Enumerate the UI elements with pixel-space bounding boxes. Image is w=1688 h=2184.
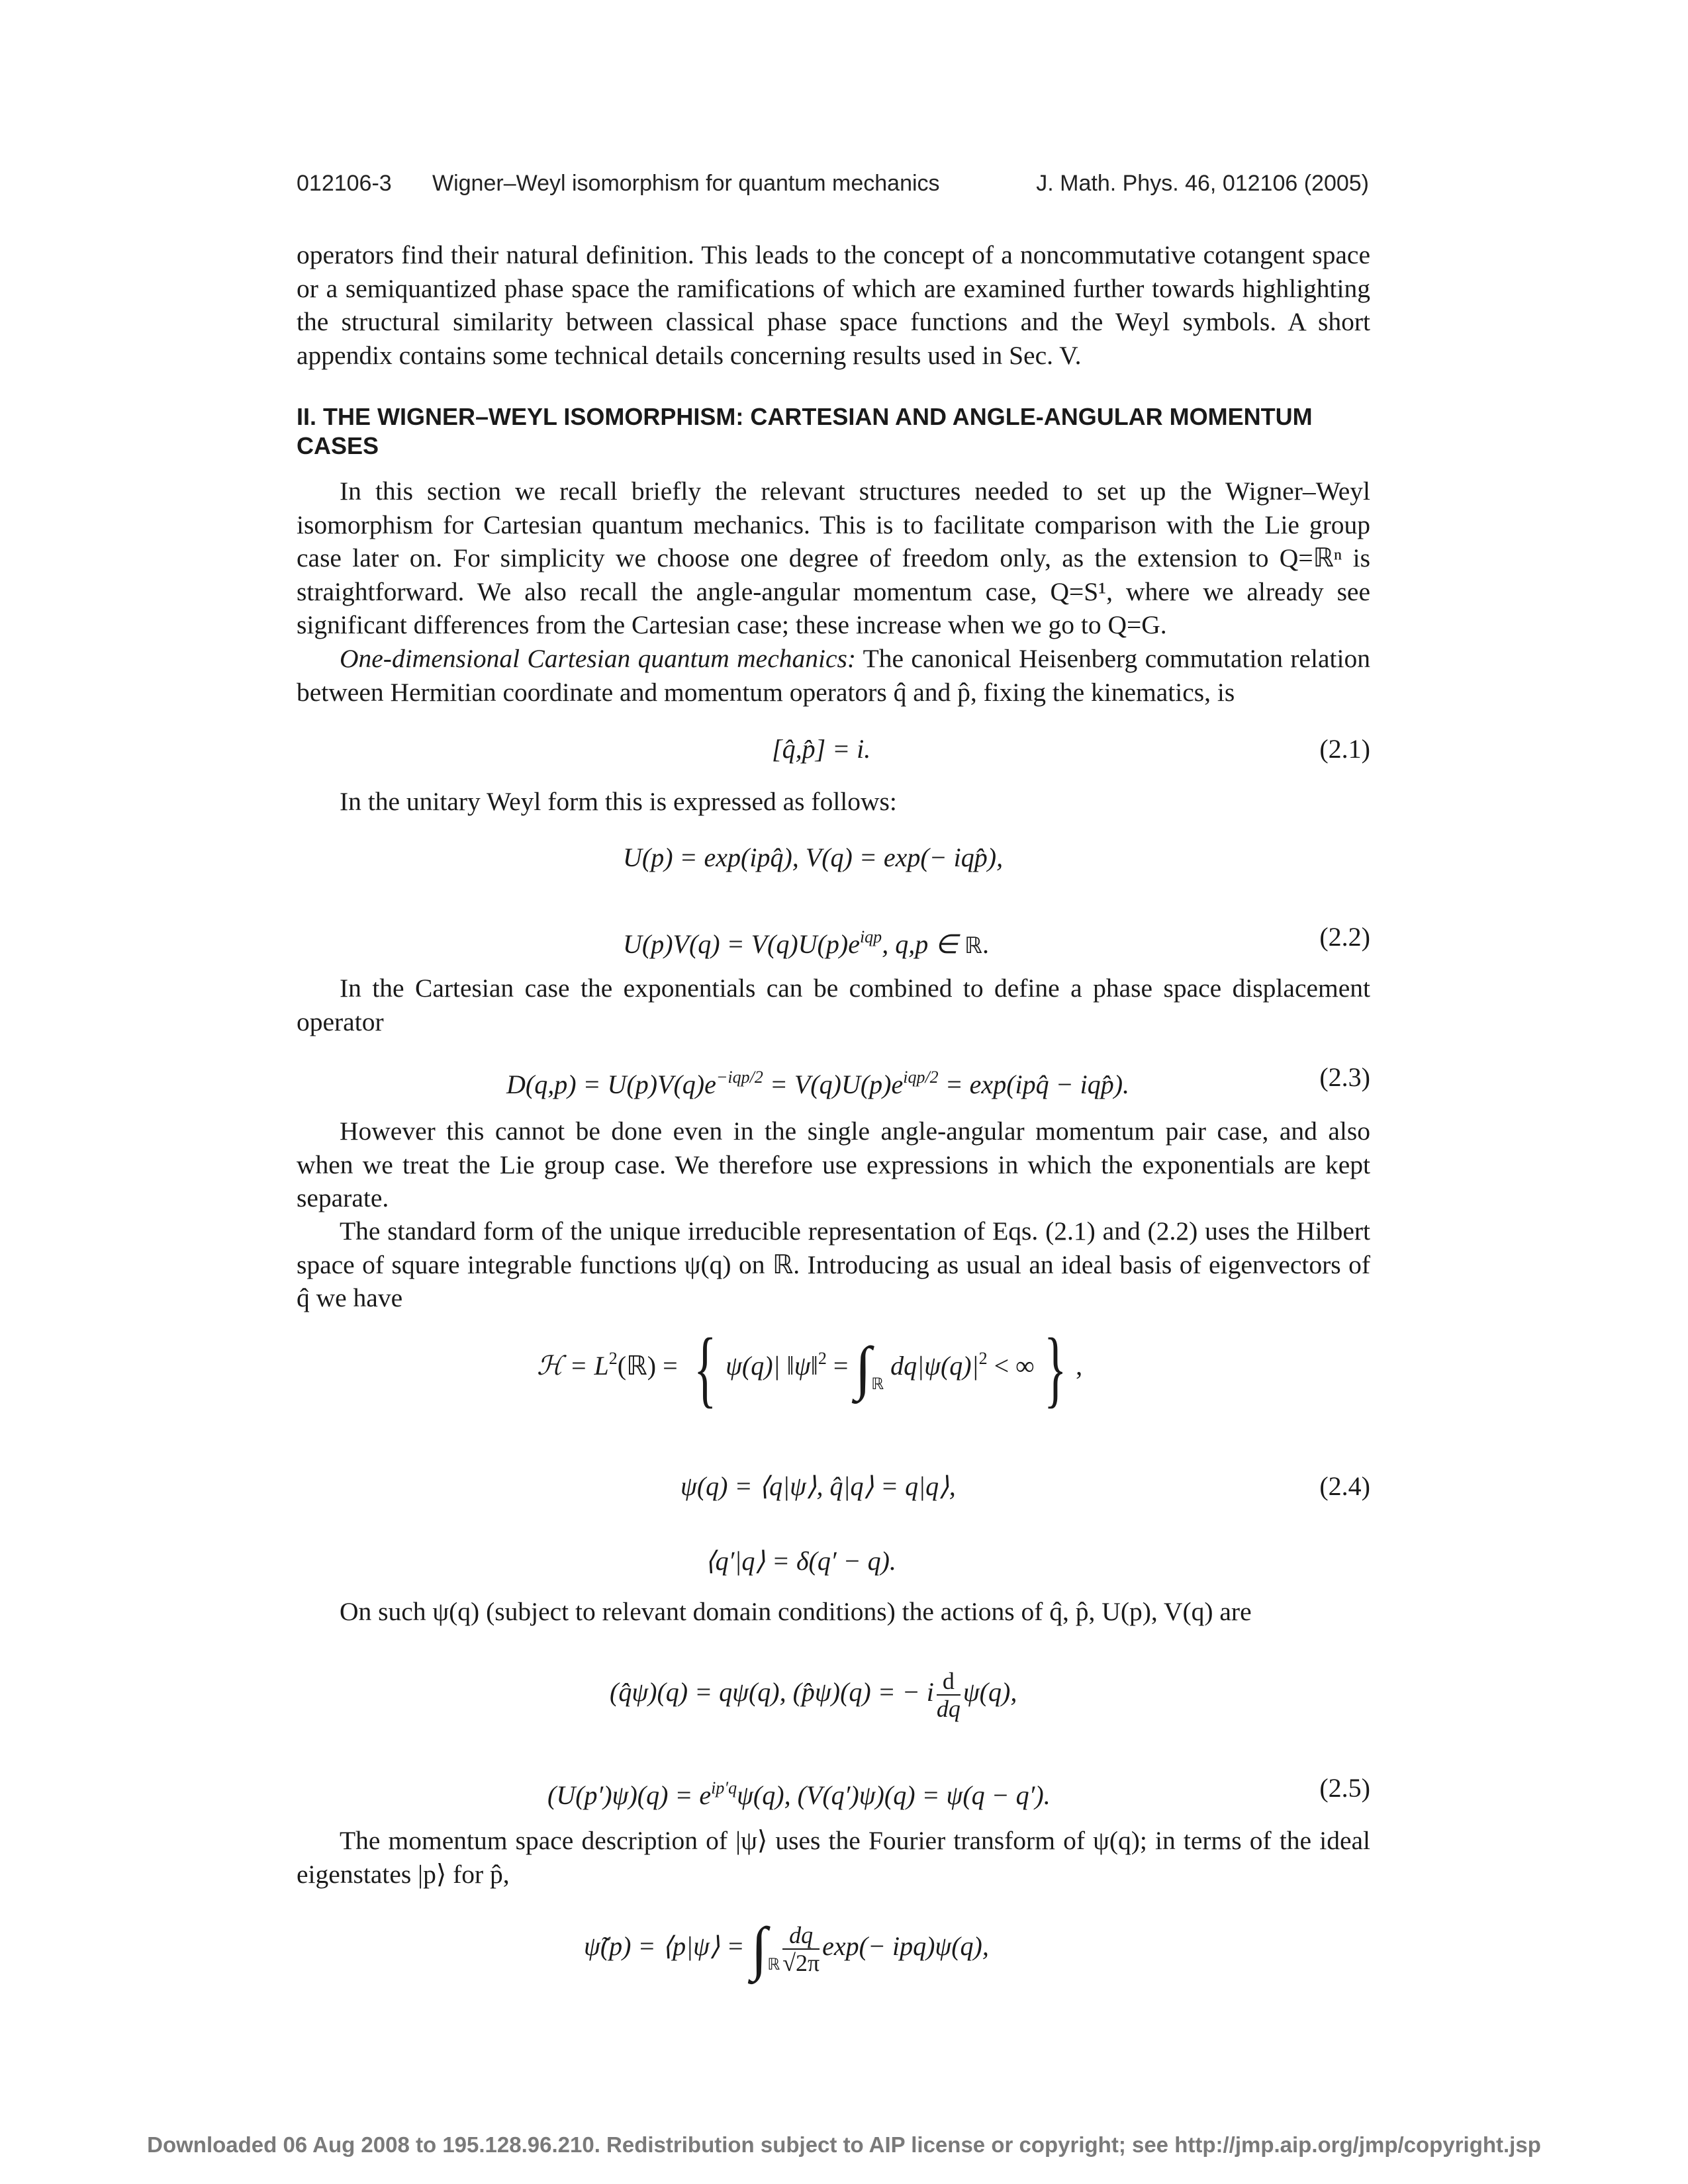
- equation-2-2b-body: [623, 920, 989, 963]
- frac-denominator: dq: [936, 1696, 961, 1722]
- equation-number: (2.4): [1319, 1471, 1370, 1501]
- equation-2-6: [297, 1906, 1370, 1985]
- equation-2-1-body: [q̂,p̂] = i.: [772, 734, 871, 764]
- eq-sup: iqp/2: [903, 1068, 939, 1087]
- equation-number: (2.5): [1319, 1773, 1370, 1803]
- equation-2-3: [297, 1060, 1370, 1100]
- eq-sup: −iqp/2: [716, 1068, 763, 1087]
- running-title: Wigner–Weyl isomorphism for quantum mechanics: [432, 171, 940, 196]
- eq-text: ψ̃(p) = ⟨p|ψ⟩ =: [584, 1931, 751, 1962]
- left-brace: {: [693, 1321, 717, 1416]
- equation-2-4b-body: ψ(q) = ⟨q|ψ⟩, q̂|q⟩ = q|q⟩,: [680, 1471, 956, 1501]
- integral-domain: ℝ: [767, 1955, 780, 1974]
- paragraph-weyl-form: In the unitary Weyl form this is expressed as follows:: [340, 787, 897, 816]
- equation-2-1: [297, 732, 1370, 772]
- equation-2-4a: [297, 1307, 1370, 1433]
- paragraph-cartesian-text: The canonical Heisenberg commutation relation between Hermitian coordinate and momentum operators q̂ and p̂, fixing the kinematics, is: [297, 644, 1370, 707]
- equation-2-5a: [297, 1655, 1370, 1727]
- fourier-fraction: [782, 1922, 820, 1976]
- eq-text: .: [982, 929, 989, 959]
- eq-text: ,: [1076, 1351, 1083, 1381]
- download-footer: Downloaded 06 Aug 2008 to 195.128.96.210. Redistribution subject to AIP license or copyright; see http://jmp.aip.org/jmp/copyright.jsp: [147, 2132, 1541, 2157]
- eq-text: dq|ψ(q)|: [890, 1351, 979, 1381]
- eq-text: (q̂ψ)(q) = qψ(q), (p̂ψ)(q) = − i: [610, 1677, 934, 1707]
- eq-text: ℋ = L: [537, 1351, 609, 1381]
- equation-2-6-body: [584, 1916, 989, 1981]
- equation-2-5a-body: [610, 1668, 1017, 1722]
- eq-text: exp(− ipq)ψ(q),: [822, 1931, 989, 1962]
- equation-2-2a: [297, 841, 1370, 880]
- eq-sup: iqp: [859, 927, 882, 946]
- frac-numerator: d: [937, 1668, 961, 1696]
- equation-2-4b: [297, 1469, 1370, 1509]
- eq-text: = exp(ipq̂ − iqp̂).: [938, 1069, 1130, 1099]
- eq-sup: 2: [818, 1349, 827, 1369]
- equation-number: (2.1): [1319, 734, 1370, 764]
- paragraph-cartesian-case: In the Cartesian case the exponentials can be combined to define a phase space displacement operator: [297, 974, 1370, 1036]
- right-brace: }: [1043, 1321, 1067, 1416]
- equation-2-2b: [297, 920, 1370, 960]
- equation-2-4c: [297, 1544, 1370, 1584]
- paragraph-lead-italic: One-dimensional Cartesian quantum mechanics:: [340, 644, 857, 673]
- equation-2-5b-body: [547, 1771, 1051, 1813]
- equation-2-5b: [297, 1771, 1370, 1811]
- frac-denominator: √2π: [782, 1950, 820, 1976]
- eq-text: < ∞: [987, 1351, 1035, 1381]
- derivative-fraction: [937, 1668, 961, 1722]
- equation-2-2a-body: U(p) = exp(ipq̂), V(q) = exp(− iqp̂),: [623, 842, 1004, 872]
- integral-sign: ∫: [855, 1336, 872, 1401]
- eq-text: ψ(q)| ‖ψ‖: [726, 1351, 818, 1381]
- paragraph-section-intro: In this section we recall briefly the relevant structures needed to set up the Wigner–Weyl isomorphism for Cartesian quantum mechanics. This is to facilitate comparison with the Lie group case later on. For simplicity we choose one degree of freedom only, as the extension to Q=ℝⁿ is straightforward. We also recall the angle-angular momentum case, Q=S¹, where we already see significant differences from the Cartesian case; these increase when we go to Q=G.: [297, 477, 1370, 639]
- paragraph-standard-form: The standard form of the unique irreducible representation of Eqs. (2.1) and (2.2) uses the Hilbert space of square integrable functions ψ(q) on ℝ. Introducing as usual an ideal basis of eigenvectors of q̂ we have: [297, 1216, 1370, 1312]
- eq-sup: 2: [978, 1349, 988, 1369]
- eq-text: (U(p′)ψ)(q) = e: [547, 1780, 712, 1810]
- equation-number: (2.2): [1319, 922, 1370, 952]
- eq-text: D(q,p) = U(p)V(q)e: [506, 1069, 716, 1099]
- running-header: [297, 171, 1369, 204]
- eq-text: U(p)V(q) = V(q)U(p)e: [623, 929, 860, 959]
- equation-2-4a-body: [537, 1321, 1083, 1416]
- eq-text: = V(q)U(p)e: [763, 1069, 904, 1099]
- eq-sup: 2: [608, 1349, 618, 1369]
- journal-reference: J. Math. Phys. 46, 012106 (2005): [1036, 171, 1369, 196]
- eq-text: , q,p ∈: [882, 929, 965, 959]
- equation-number: (2.3): [1319, 1062, 1370, 1092]
- eq-text: (ℝ) =: [617, 1351, 684, 1381]
- section-heading: II. THE WIGNER–WEYL ISOMORPHISM: CARTESIAN AND ANGLE-ANGULAR MOMENTUM CASES: [297, 403, 1313, 459]
- paragraph-actions: On such ψ(q) (subject to relevant domain conditions) the actions of q̂, p̂, U(p), V(q) are: [340, 1597, 1252, 1626]
- integral-sign: ∫: [751, 1916, 768, 1981]
- paragraph-momentum-space: The momentum space description of |ψ⟩ uses the Fourier transform of ψ(q); in terms of the ideal eigenstates |p⟩ for p̂,: [297, 1826, 1370, 1889]
- eq-text: ψ(q),: [962, 1677, 1017, 1707]
- page-number: 012106-3: [297, 171, 392, 196]
- paragraph-cartesian: [297, 642, 1370, 709]
- frac-numerator: dq: [782, 1922, 820, 1950]
- eq-sup: ip′q: [711, 1778, 737, 1797]
- integral-domain: ℝ: [871, 1375, 884, 1394]
- eq-text: ψ(q), (V(q′)ψ)(q) = ψ(q − q′).: [737, 1780, 1051, 1810]
- paragraph-intro-end: operators find their natural definition. This leads to the concept of a noncommutative cotangent space or a semiquantized phase space the ramifications of which are examined further towards highlighting the structural similarity between classical phase space functions and the Weyl symbols. A short appendix contains some technical details concerning results used in Sec. V.: [297, 240, 1370, 370]
- eq-text: =: [826, 1351, 855, 1381]
- reals-symbol: ℝ: [964, 933, 982, 959]
- equation-2-4c-body: ⟨q′|q⟩ = δ(q′ − q).: [705, 1546, 896, 1576]
- equation-2-3-body: [506, 1060, 1129, 1102]
- paragraph-however: However this cannot be done even in the single angle-angular momentum pair case, and also when we treat the Lie group case. We therefore use expressions in which the exponentials are kept separate.: [297, 1116, 1370, 1212]
